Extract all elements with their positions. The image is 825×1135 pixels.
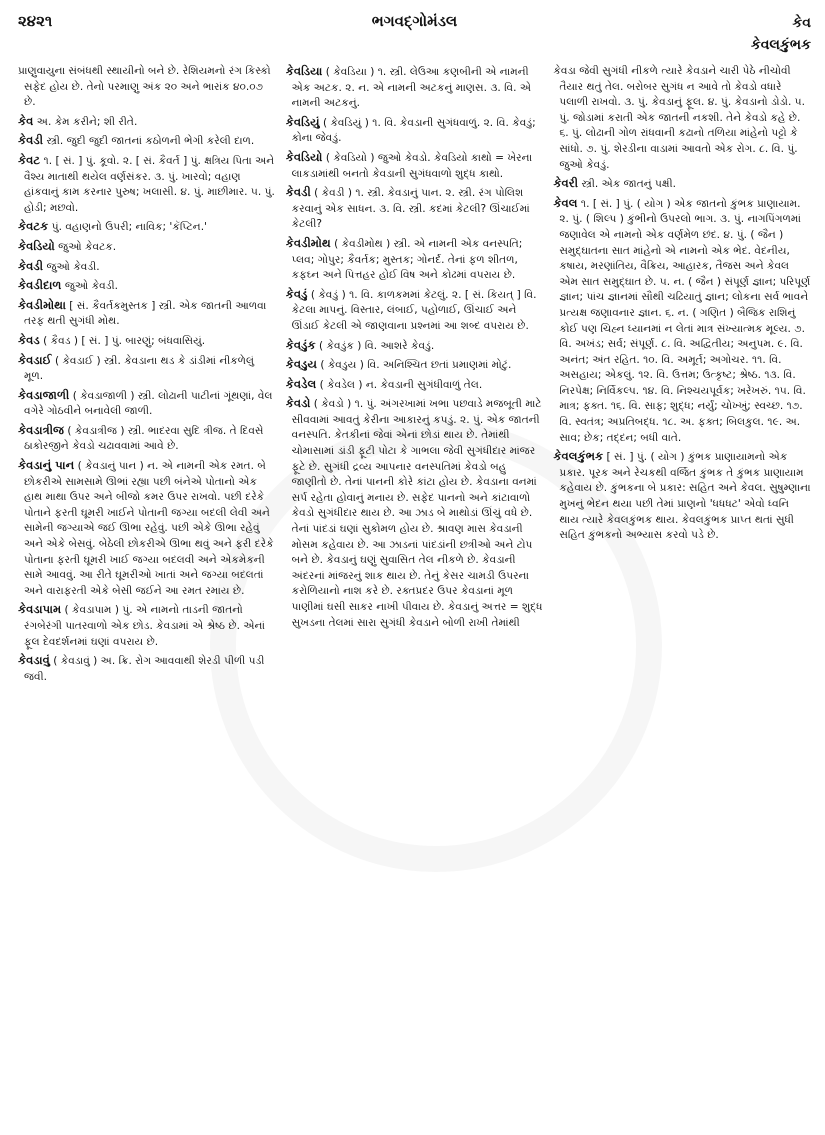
entry-definition: કેવડા જેવી સુગંધી નીકળે ત્યારે કેવડાને ચારી પેઠે નીચોવી તૈયાર થતું તેલ. બરોબર સુગંધ ન આવે તો કેવડો વધારે પલાળી રાખવો. ૩. પું. કેવડાનું ફૂલ. ૪. પું. કેવડાનો ડોડો. ૫. પું. જોડામાં કરાતી એક જાતની નકશી. તેને કેવડો કહે છે. ૬. પું. લોઢાની ગોળ રાંધવાની કઢાનો તળિયા માંહેનો પટ્ટો કે સાંધો. ૭. પું. શેરડીના વાડામાં આવતો એક રોગ. ૮. વિ. પું. જુઓ કેવડું.: [553, 65, 806, 171]
guide-word-top: કેવ: [792, 15, 811, 31]
dictionary-entry: [18, 423, 276, 455]
entry-definition: ૧. [ સં. ] પું. ( યોગ ) એક જાતનો કુંભક પ્રાણાયામ. ૨. પું. ( શિલ્પ ) કુંભીનો ઉપરલો ભાગ. ૩. પું. નાગપિંગળમાં જણાવેલ એ નામનો એક વર્ણમેળ છંદ. ૪. પું. ( જૈન ) સમુદ્ઘાતના સાત માંહેનો એ નામનો એક ભેદ. વેદનીય, કષાય, મરણાંતિય, વૈક્રિય, આહારક, તૈજસ અને કેવલ એમ સાત સમુદ્ઘાત છે. ૫. ન. ( જૈન ) સંપૂર્ણ જ્ઞાન; પરિપૂર્ણ જ્ઞાન; પાંચ જ્ઞાનમાં સૌથી ચઢિયાતું જ્ઞાન; લોકના સર્વ ભાવને પ્રત્યક્ષ જણાવનાર જ્ઞાન. ૬. ન. ( ગણિત ) બૈજિક રાશિનું કોઈ પણ ચિહ્ન ધ્યાનમાં ન લેતાં માત્ર સંખ્યાત્મક મૂલ્ય. ૭. વિ. અખંડ; સર્વ; સંપૂર્ણ. ૮. વિ. અદ્વિતીય; અનુપમ. ૯. વિ. અનંત; અંત રહિત. ૧૦. વિ. અમૂર્ત; અગોચર. ૧૧. વિ. અસહાય; એકલું. ૧૨. વિ. ઉત્તમ; ઉત્કૃષ્ટ; શ્રેષ્ઠ. ૧૩. વિ. નિરપેક્ષ; નિર્વિકલ્પ. ૧૪. વિ. નિશ્ચયપૂર્વક; ખરેખરું. ૧૫. વિ. માત્ર; ફક્ત. ૧૬. વિ. સાફ; શુદ્ધ; નર્યું; ચોખ્ખું; સ્વચ્છ. ૧૭. વિ. સ્વતંત્ર; અપ્રતિબદ્ધ. ૧૮. અ. ફક્ત; બિલકુલ. ૧૯. અ. સાવ; છેક; તદ્દન; બધી વાતે.: [559, 197, 811, 444]
entry-definition: અ. કેમ કરીને; શી રીતે.: [36, 115, 138, 128]
guide-words: [751, 12, 811, 56]
entry-headword: કેવટક: [18, 219, 49, 234]
dictionary-entry: [286, 287, 544, 335]
entry-definition: ( કેવડીમોથ ) સ્ત્રી. એ નામની એક વનસ્પતિ; પ્લવ; ગોપુર; કૈવર્તક; મુસ્તક; ગોનર્દ. તેનાં ફળ શીતળ, કફઘ્ન અને પિત્તહર હોઈ વિષ અને કોઢમાં વપરાય છે.: [291, 237, 523, 282]
entry-headword: કેવલકુંભક: [553, 449, 604, 464]
dictionary-entry: [18, 64, 276, 111]
entry-definition: ( કેવડુય ) વિ. અનિશ્ચિત છતાં પ્રમાણમાં મોટું.: [320, 359, 512, 372]
dictionary-entry: [286, 64, 544, 112]
entry-headword: કેવડુય: [285, 357, 317, 372]
dictionary-entry: [553, 196, 811, 447]
dictionary-entry: [286, 185, 544, 233]
dictionary-entry: [18, 388, 276, 420]
entry-headword: કેવડિયા: [285, 64, 323, 78]
dictionary-entry: [18, 153, 276, 216]
dictionary-entry: [286, 115, 544, 147]
entry-headword: કેવડાત્રીજ: [18, 422, 65, 437]
entry-definition: પ્રાણુવાયુના સંબંધથી સ્થાયીનો બને છે. રેશિયમનો રંગ કિસ્કો સફેદ હોય છે. તેનો પરમાણુ અંક ૨૦ અને ભારાંક ૪૦.૦૭ છે.: [18, 65, 271, 109]
dictionary-entry: [18, 458, 276, 599]
page-header: [18, 10, 811, 64]
dictionary-entry: [286, 150, 544, 182]
entry-headword: કેવડાઈ: [18, 352, 52, 367]
dictionary-entry: [18, 114, 276, 131]
dictionary-entry: [18, 653, 276, 685]
entry-definition: સ્ત્રી. એક જાતનું પક્ષી.: [581, 178, 677, 191]
entry-headword: કેવડાવું: [18, 653, 50, 668]
dictionary-entry: [286, 338, 544, 355]
column-right: [553, 64, 811, 1126]
entry-definition: ( કેવડી ) ૧. સ્ત્રી. કેવડાનું પાન. ૨. સ્ત્રી. રંગ પોલિશ કરવાનું એક સાધન. ૩. વિ. સ્ત્રી. કદમાં કેટલી? ઊંચાઈમાં કેટલી?: [291, 187, 530, 231]
entry-definition: જુઓ કેવડી.: [46, 260, 100, 273]
entry-definition: ( કેવડાનું પાન ) ન. એ નામની એક રમત. બે છોકરીએ સામસામે ઊભાં રહ્યા પછી બંનેએ પોતાનો એક હાથ માથા ઉપર અને બીજો કમર ઉપર રાખવો. પછી દરેકે પોતાને ફરતી ઘૂમરી ખાઈને પોતાની જગ્યા બદલી લેવી અને સામેની જગ્યાએ જઈ ઊભા રહેવું. પછી એકે ઊભા રહેવું અને એકે બેસવું. બેઠેલી છોકરીએ ઊભા થવું અને ફરી દરેકે પોતાના ફરતી ઘૂમરી ખાઈ જગ્યા બદલવી અને એકમેકની સામે આવવું. આ રીતે ઘૂમરીઓ ખાતાં અને જગ્યા બદલતાં અને વારાફરતી એકે બેસી જઈને આ રમત રમાય છે.: [24, 460, 274, 597]
entry-headword: કેવડીમોથ: [285, 235, 331, 250]
entry-definition: ( કેવડાપામ ) પું. એ નામનો તાડની જાતનો રંગબેરંગી પાતરવાળો એક છોડ. કેવડામાં એ શ્રેષ્ઠ છે. એનાં ફૂલ દેવદર્શનમાં ઘણાં વપરાય છે.: [24, 604, 266, 648]
column-middle: [286, 64, 544, 1126]
entry-definition: જુઓ કેવડી.: [64, 280, 119, 293]
entry-headword: કેવડ: [18, 332, 40, 347]
entry-headword: કેવડીમોથા: [18, 297, 66, 312]
entry-definition: પું. વહાણનો ઉપરી; નાવિક; 'કૅપ્ટિન.': [51, 221, 207, 234]
entry-definition: ( કેવડિયા ) ૧. સ્ત્રી. લેઉઆ કણબીની એ નામની એક અટક. ૨. ન. એ નામની અટકનું માણસ. ૩. વિ. એ નામની અટકનું.: [291, 66, 532, 110]
dictionary-entry: [18, 602, 276, 650]
entry-headword: કેવરી: [553, 176, 579, 191]
dictionary-entry: [286, 396, 544, 631]
column-left: [18, 64, 276, 1126]
dictionary-entry: [18, 353, 276, 385]
entry-headword: કેવડિયો: [285, 149, 323, 164]
entry-definition: ૧. [ સં. ] પું. કૂવો. ૨. [ સં. કૈવર્ત ] પું. ક્ષત્રિય પિતા અને વૈશ્ય માતાથી થયેલ વર્ણસંકર. ૩. પું. ખારવો; વહાણ હાંકવાનું કામ કરનાર પુરુષ; ખલાસી. ૪. પું. માછીમાર. ૫. પું. હોડી; મછવો.: [24, 154, 275, 214]
dictionary-entry: [286, 377, 544, 394]
dictionary-entry: [18, 239, 276, 256]
entry-definition: ( કેવડાત્રીજ ) સ્ત્રી. ભાદરવા સુદિ ત્રીજ. તે દિવસે ઠાકોરજીને કેવડો ચઢાવવામાં આવે છે.: [24, 424, 264, 453]
dictionary-entry: [18, 298, 276, 330]
entry-definition: જુઓ કેવટક.: [58, 240, 117, 253]
dictionary-entry: [553, 449, 811, 544]
entry-headword: કેવટ: [18, 152, 41, 167]
dictionary-entry: [18, 333, 276, 350]
entry-headword: કેવડી: [285, 185, 311, 200]
entry-definition: ( કેવડો ) ૧. પું. અંગરખામાં ખભા પછવાડે મજબૂતી માટે સીવવામાં આવતું કેરીના આકારનું કપડું. ૨. પું. એક જાતની વનસ્પતિ. કેતકીનાં જેવાં એનાં છોડાં થાય છે. તેમાંથી ચોમાસામાં ડાંડી ફૂટી પોટા કે ગાભલા જેવી સુગંધીદાર માંજર ફૂટે છે. સુગંધી દ્રવ્ય આપનાર વનસ્પતિમાં કેવડો બહુ જાણીતો છે. તેનાં પાનની કોરે કાંટા હોય છે. કેવડાના વનમાં સર્પ રહેતા હોવાનું મનાય છે. સફેદ પાનનો અને કાંટાવાળો કેવડો સુગંધીદાર થાય છે. આ ઝાડ બે માથોડાં ઊંચું વધે છે. તેનાં પાંદડાં ઘણાં સુકોમળ હોય છે. શ્રાવણ માસ કેવડાની મોસમ કહેવાય છે. આ ઝાડનાં પાંદડાંની છત્રીઓ અને ટોપ બને છે. કેવડાનું ઘણું સુવાસિત તેલ નીકળે છે. કેવડાની અંદરનાં માંજરનું શાક થાય છે. તેનું કેસર ચામડી ઉપરના કરોળિયાનો નાશ કરે છે. રક્તપ્રદર ઉપર કેવડાનાં મૂળ પાણીમાં ઘસી સાકર નાખી પીવાય છે. કેવડાનું અત્તર = શુદ્ધ સુખડના તેલમાં સારા સુગંધી કેવડાને બોળી રાખી તેમાંથી: [291, 398, 543, 629]
entry-headword: કેવડાપામ: [18, 602, 62, 617]
dictionary-title: ભગવદ્ગોમંડલ: [371, 12, 458, 30]
entry-definition: [ સં. કૈવર્તકમુસ્તક ] સ્ત્રી. એક જાતની આળવા તરફ થતી સુગંધી મોથ.: [24, 299, 267, 328]
entry-headword: કેવ: [18, 113, 34, 128]
entry-headword: કેવડુંક: [285, 337, 316, 352]
page-number: ૨૪૨૧: [18, 12, 53, 30]
dictionary-columns: [18, 64, 811, 1126]
entry-headword: કેવડીદાળ: [18, 278, 62, 293]
entry-headword: કેવડો: [285, 396, 311, 411]
entry-definition: ( કેવડિયું ) ૧. વિ. કેવડાની સુગંધવાળું. ૨. વિ. કેવડું; કોના જેવડું.: [291, 116, 536, 145]
entry-definition: ( કેવડાવું ) અ. ક્રિ. રોગ આવવાથી શેરડી પીળી પડી જવી.: [24, 655, 265, 683]
entry-definition: ( કેવડું ) ૧. વિ. કાળકમમાં કેટલું. ૨. [ સં. કિયત્ ] વિ. કેટલા માપનું. વિસ્તાર, લંબાઈ, પહોળાઈ, ઊંચાઈ અને ઊંડાઈ કેટલી એ જાણવાના પ્રશ્નમાં આ શબ્દ વપરાય છે.: [291, 288, 537, 332]
dictionary-entry: [553, 64, 811, 173]
entry-definition: ( કૈવડ ) [ સં. ] પું. બારણું; બંધવાસિયું.: [43, 334, 206, 347]
dictionary-entry: [18, 133, 276, 150]
entry-headword: કેવડિયો: [18, 238, 55, 253]
entry-definition: ( કેવડુંક ) વિ. આશરે કેવડું.: [319, 339, 435, 352]
entry-definition: ( કેવડિયો ) જુઓ કેવડો. કેવડિયો કાથો = ખેરના લાકડામાંથી બનતો કેવડાની સુગંધવાળો શુદ્ધ કાથો.: [291, 151, 533, 180]
dictionary-entry: [18, 259, 276, 276]
entry-headword: કેવડાજાળી: [18, 387, 70, 402]
entry-headword: કેવલ: [553, 195, 578, 210]
entry-definition: સ્ત્રી. જુદી જુદી જાતનાં કઠોળની ભેગી કરેલી દાળ.: [46, 135, 255, 148]
entry-headword: કેવડાનું પાન: [18, 458, 75, 473]
entry-headword: કેવડેલ: [285, 376, 317, 391]
entry-headword: કેવડી: [18, 133, 44, 148]
entry-headword: કેવડી: [18, 258, 44, 273]
guide-word-bottom: કેવલકુંભક: [750, 37, 811, 53]
entry-definition: ( કેવડેલ ) ન. કેવડાની સુગંધીવાળું તેલ.: [319, 378, 483, 391]
entry-definition: ( કેવડાજાળી ) સ્ત્રી. લોઢાની પાટીનાં ગૂંથણાં, વેલ વગેરે ગોઠવીને બનાવેલી જાળી.: [24, 389, 273, 418]
dictionary-entry: [286, 236, 544, 284]
dictionary-entry: [18, 219, 276, 236]
dictionary-entry: [286, 357, 544, 374]
dictionary-entry: [553, 176, 811, 193]
entry-headword: કેવડિયું: [285, 114, 320, 129]
entry-headword: કેવડું: [285, 286, 308, 301]
dictionary-entry: [18, 278, 276, 295]
entry-definition: ( કેવડાઈ ) સ્ત્રી. કેવડાના થડ કે ડાંડીમાં નીકળેલું મૂળ.: [24, 354, 255, 383]
entry-definition: [ સં. ] પું. ( યોગ ) કુંભક પ્રાણાયામનો એક પ્રકાર. પૂરક અને રેચકથી વર્જિત કુંભક તે કુંભક પ્રાણાયામ કહેવાય છે. કુંભકના બે પ્રકાર: સહિત અને કેવલ. સુષુમ્ણાના મુખનું ભેદન થયા પછી તેમાં પ્રાણનો 'ધધધટ' એવો ધ્વનિ થાય ત્યારે કેવલકુંભક થાય. કેવલકુંભક પ્રાપ્ત થતાં સુધી સહિત કુંભકનો અભ્યાસ કરવો પડે છે.: [559, 451, 811, 542]
